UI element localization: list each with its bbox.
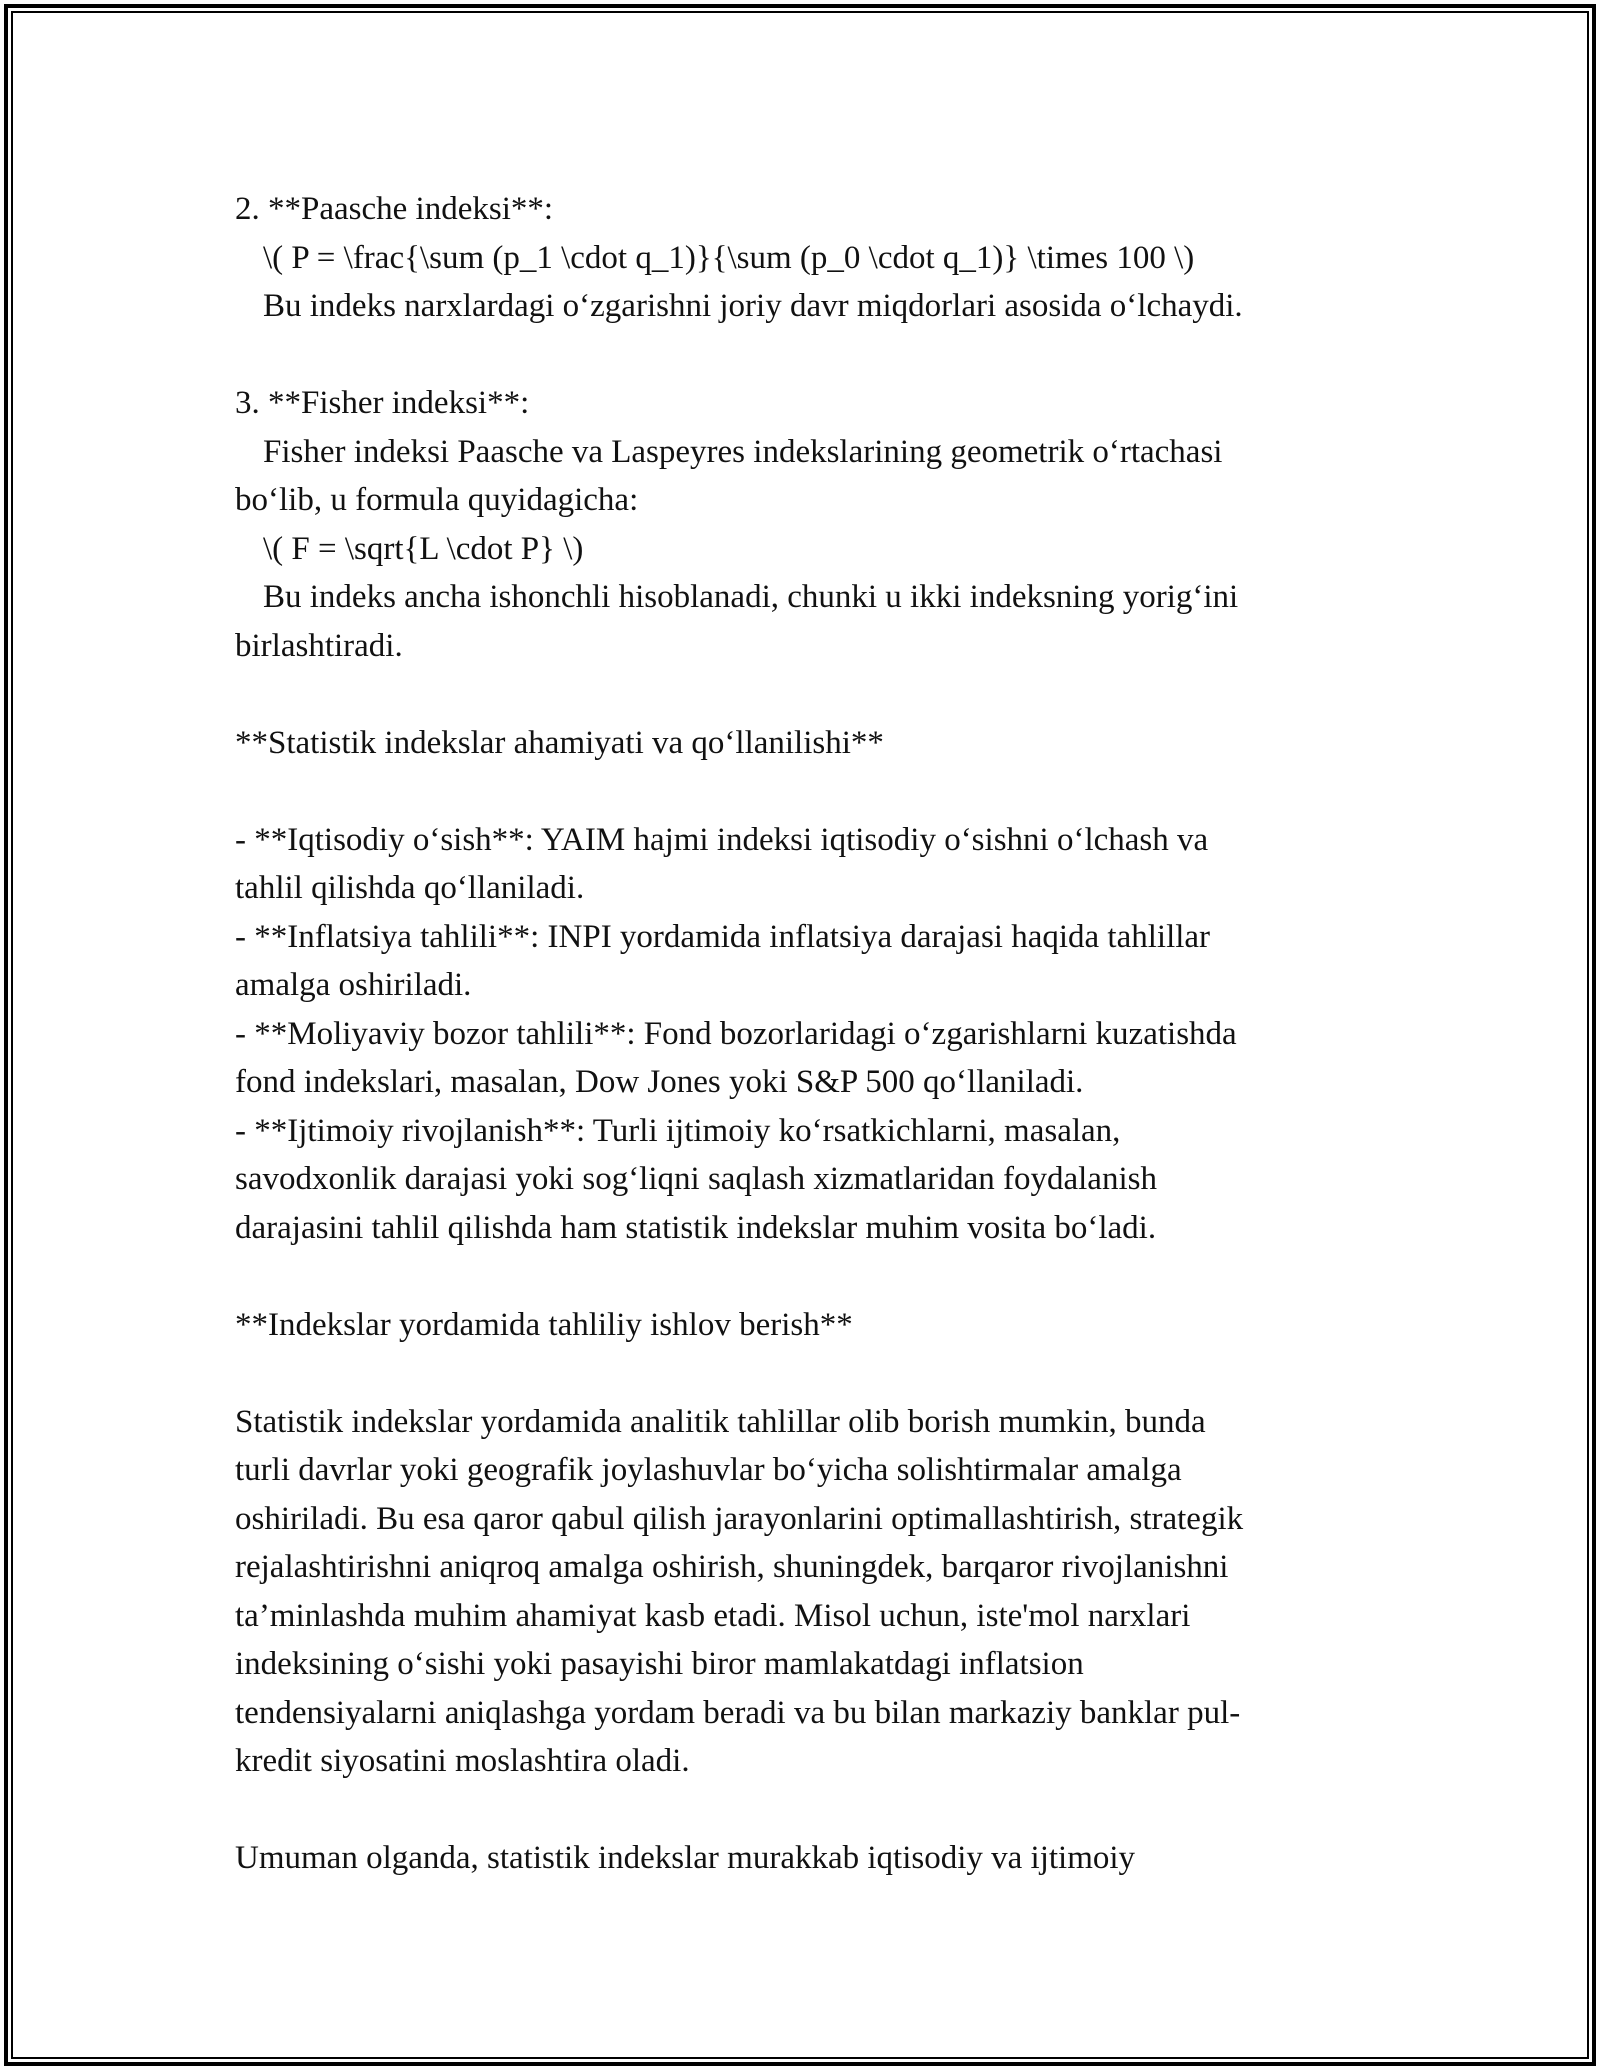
analysis-paragraph-line: kredit siyosatini moslashtira oladi. xyxy=(235,1743,690,1779)
closing-line: Umuman olganda, statistik indekslar murakkab iqtisodiy va ijtimoiy xyxy=(235,1840,1136,1876)
spacer xyxy=(235,331,1365,380)
analysis-paragraph-line: oshiriladi. Bu esa qaror qabul qilish jarayonlarini optimallashtirish, strategik xyxy=(235,1500,1244,1537)
spacer xyxy=(235,1349,1365,1398)
bullet-line: - **Moliyaviy bozor tahlili**: Fond bozorlaridagi o‘zgarishlarni kuzatishda xyxy=(235,1015,1237,1052)
bullet-line: amalga oshiriladi. xyxy=(235,967,472,1003)
importance-heading: **Statistik indekslar ahamiyati va qo‘llanilishi** xyxy=(235,724,884,761)
analysis-paragraph-line: indeksining o‘sishi yoki pasayishi biror mamlakatdagi inflatsion xyxy=(235,1646,1084,1682)
bullet-line: darajasini tahlil qilishda ham statistik indekslar muhim vosita bo‘ladi. xyxy=(235,1209,1157,1246)
analysis-paragraph-line: Statistik indekslar yordamida analitik tahlillar olib borish mumkin, bunda xyxy=(235,1403,1206,1440)
fisher-description-line: Fisher indeksi Paasche va Laspeyres indekslarining geometrik o‘rtachasi xyxy=(263,433,1223,470)
analysis-paragraph-line: turli davrlar yoki geografik joylashuvlar bo‘yicha solishtirmalar amalga xyxy=(235,1452,1182,1488)
fisher-note-line: birlashtiradi. xyxy=(235,627,403,664)
paasche-formula: \( P = \frac{\sum (p_1 \cdot q_1)}{\sum (p_0 \cdot q_1)} \times 100 \) xyxy=(263,239,1195,276)
bullet-line: savodxonlik darajasi yoki sog‘liqni saqlash xizmatlaridan foydalanish xyxy=(235,1161,1157,1197)
fisher-formula: \( F = \sqrt{L \cdot P} \) xyxy=(263,530,584,567)
bullet-line: tahlil qilishda qo‘llaniladi. xyxy=(235,870,585,906)
analysis-heading: **Indekslar yordamida tahliliy ishlov berish** xyxy=(235,1306,853,1343)
fisher-heading: 3. **Fisher indeksi**: xyxy=(235,385,530,421)
spacer xyxy=(235,1786,1365,1835)
spacer xyxy=(235,767,1365,816)
paasche-description: Bu indeks narxlardagi o‘zgarishni joriy davr miqdorlari asosida o‘lchaydi. xyxy=(263,288,1243,324)
spacer xyxy=(235,1252,1365,1301)
bullet-line: - **Ijtimoiy rivojlanish**: Turli ijtimoiy ko‘rsatkichlarni, masalan, xyxy=(235,1112,1121,1149)
bullet-line: - **Inflatsiya tahlili**: INPI yordamida inflatsiya darajasi haqida tahlillar xyxy=(235,918,1211,955)
fisher-description-line: bo‘lib, u formula quyidagicha: xyxy=(235,482,639,518)
document-body xyxy=(235,185,1365,1883)
bullet-line: - **Iqtisodiy o‘sish**: YAIM hajmi indeksi iqtisodiy o‘sishni o‘lchash va xyxy=(235,821,1209,858)
analysis-paragraph-line: ta’minlashda muhim ahamiyat kasb etadi. Misol uchun, iste'mol narxlari xyxy=(235,1597,1191,1634)
bullet-line: fond indekslari, masalan, Dow Jones yoki S&P 500 qo‘llaniladi. xyxy=(235,1064,1084,1100)
spacer xyxy=(235,670,1365,719)
paasche-heading: 2. **Paasche indeksi**: xyxy=(235,191,554,227)
analysis-paragraph-line: tendensiyalarni aniqlashga yordam beradi va bu bilan markaziy banklar pul- xyxy=(235,1694,1241,1731)
analysis-paragraph-line: rejalashtirishni aniqroq amalga oshirish, shuningdek, barqaror rivojlanishni xyxy=(235,1549,1229,1585)
fisher-note-line: Bu indeks ancha ishonchli hisoblanadi, chunki u ikki indeksning yorig‘ini xyxy=(263,579,1239,615)
